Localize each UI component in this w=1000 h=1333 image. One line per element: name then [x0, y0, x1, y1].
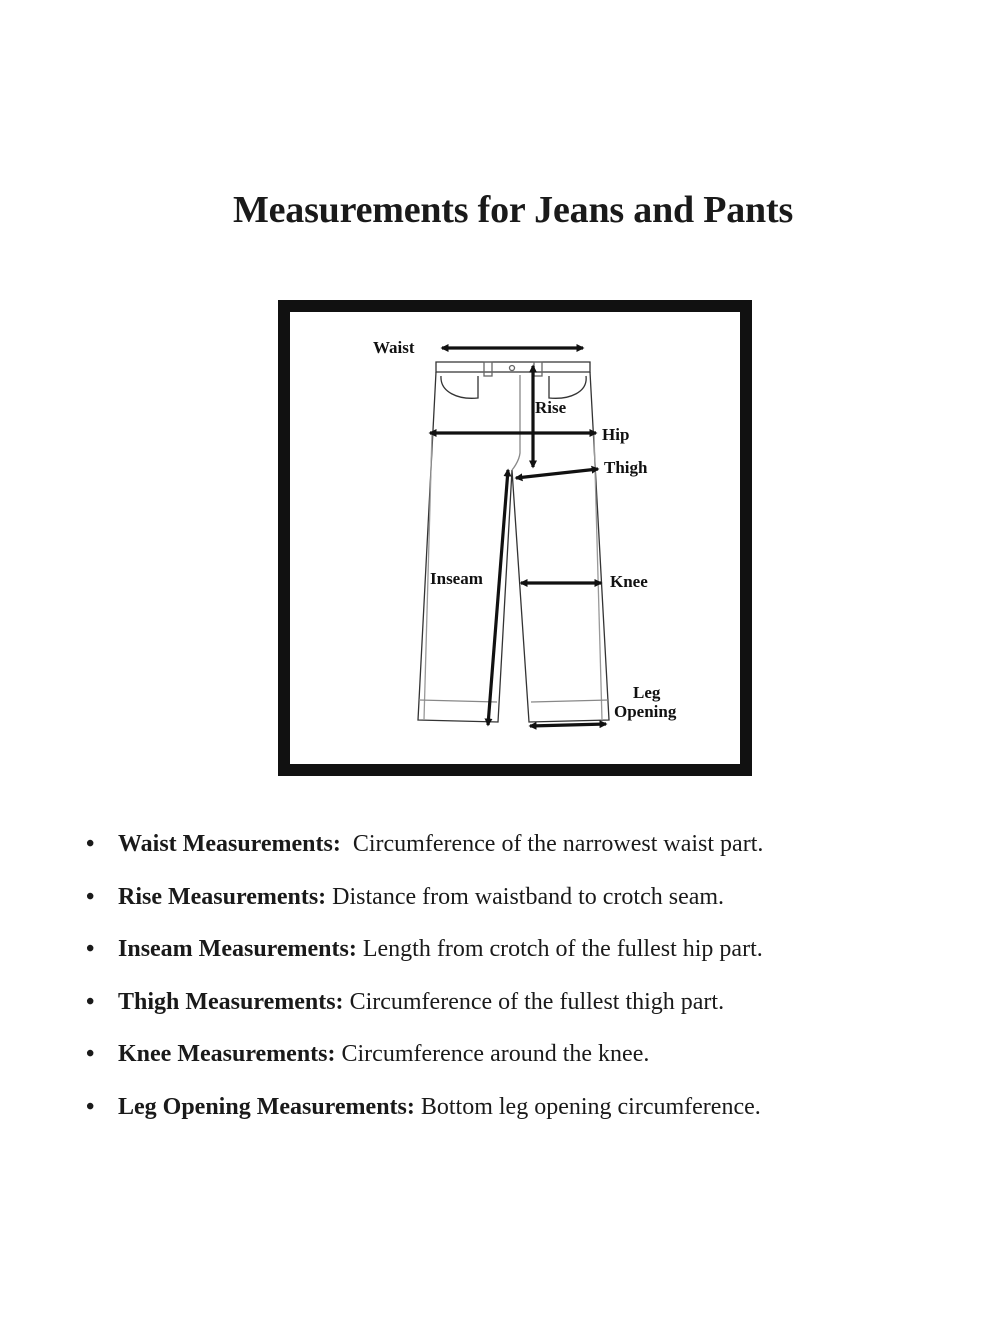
- list-item-knee: [86, 1036, 763, 1089]
- measurement-definitions-list: [86, 826, 763, 1141]
- description: Distance from waistband to crotch seam.: [332, 883, 725, 910]
- inseam-label: Inseam: [430, 569, 483, 588]
- bullet: •: [86, 831, 95, 857]
- list-item-thigh: [86, 984, 763, 1037]
- bullet: •: [86, 1093, 95, 1120]
- term: Knee Measurements:: [118, 1041, 336, 1067]
- page-title: Measurements for Jeans and Pants: [232, 189, 794, 231]
- list-item-rise: [86, 879, 763, 932]
- hip-label: Hip: [602, 425, 630, 444]
- thigh-label: Thigh: [604, 458, 648, 477]
- knee-label: Knee: [610, 572, 648, 591]
- description: Circumference around the knee.: [341, 1041, 650, 1067]
- list-item-inseam: [86, 931, 763, 984]
- bullet: •: [86, 1041, 95, 1067]
- description: Length from crotch of the fullest hip part.: [362, 936, 763, 962]
- term: Leg Opening Measurements:: [118, 1093, 415, 1120]
- opening-label: Opening: [614, 702, 677, 721]
- term: Waist Measurements:: [118, 831, 341, 857]
- bullet: •: [86, 988, 95, 1015]
- description: Bottom leg opening circumference.: [420, 1093, 761, 1120]
- diagram-frame: [278, 300, 752, 776]
- description: Circumference of the fullest thigh part.: [349, 988, 725, 1015]
- waist-label: Waist: [373, 338, 415, 357]
- pants-diagram: [278, 300, 752, 776]
- thigh-arrow: [516, 469, 598, 478]
- term: Rise Measurements:: [118, 883, 327, 910]
- rise-label: Rise: [535, 398, 567, 417]
- list-item-leg-opening: [86, 1089, 763, 1142]
- leg-label: Leg: [633, 683, 661, 702]
- term: Thigh Measurements:: [118, 988, 344, 1015]
- bullet: •: [86, 883, 95, 910]
- leg-opening-arrow: [530, 724, 606, 726]
- list-item-waist: [86, 826, 763, 879]
- description: Circumference of the narrowest waist part.: [352, 831, 764, 857]
- measurement-arrows: [430, 348, 606, 726]
- pants-outline: [418, 362, 609, 722]
- term: Inseam Measurements:: [118, 936, 357, 962]
- bullet: •: [86, 936, 95, 962]
